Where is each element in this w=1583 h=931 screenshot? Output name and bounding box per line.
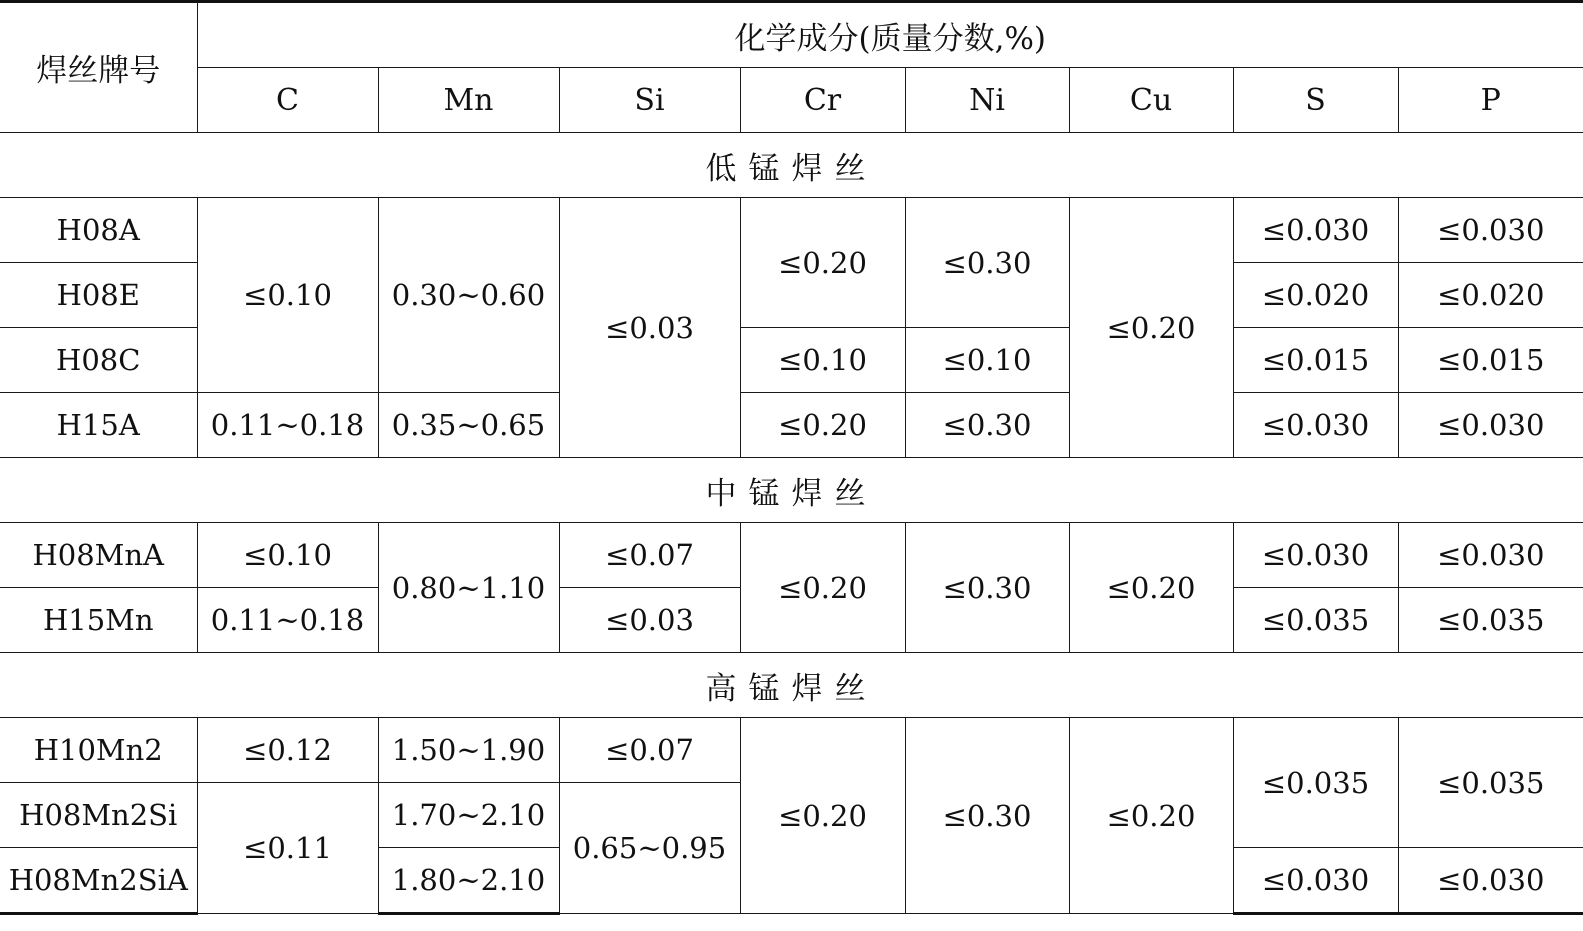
s-cell: ≤0.030 (1233, 848, 1398, 914)
s-cell: ≤0.035 (1233, 588, 1398, 653)
header-row (0, 2, 1583, 68)
si-cell: ≤0.03 (559, 198, 740, 458)
ni-cell: ≤0.10 (905, 328, 1069, 393)
grade-cell: H15Mn (0, 588, 197, 653)
s-cell: ≤0.020 (1233, 263, 1398, 328)
c-cell: 0.11~0.18 (197, 393, 378, 458)
cr-cell: ≤0.20 (740, 718, 905, 914)
grade-cell: H08MnA (0, 523, 197, 588)
table-row (0, 523, 1583, 588)
ni-cell: ≤0.30 (905, 198, 1069, 328)
p-cell: ≤0.030 (1398, 198, 1583, 263)
s-cell: ≤0.035 (1233, 718, 1398, 848)
section-title-high-mn: 高锰焊丝 (0, 653, 1583, 718)
grade-cell: H08C (0, 328, 197, 393)
table-row (0, 718, 1583, 783)
cr-cell: ≤0.20 (740, 523, 905, 653)
cr-cell: ≤0.20 (740, 198, 905, 328)
ni-cell: ≤0.30 (905, 718, 1069, 914)
mn-cell: 0.35~0.65 (378, 393, 559, 458)
si-cell: ≤0.07 (559, 523, 740, 588)
cr-cell: ≤0.20 (740, 393, 905, 458)
element-header-c: C (197, 68, 378, 133)
s-cell: ≤0.030 (1233, 523, 1398, 588)
section-row-high-mn (0, 653, 1583, 718)
c-cell: ≤0.10 (197, 523, 378, 588)
ni-cell: ≤0.30 (905, 523, 1069, 653)
element-header-ni: Ni (905, 68, 1069, 133)
ni-cell: ≤0.30 (905, 393, 1069, 458)
p-cell: ≤0.030 (1398, 393, 1583, 458)
cr-cell: ≤0.10 (740, 328, 905, 393)
grade-cell: H08E (0, 263, 197, 328)
s-cell: ≤0.030 (1233, 198, 1398, 263)
grade-cell: H10Mn2 (0, 718, 197, 783)
table-row (0, 393, 1583, 458)
p-cell: ≤0.015 (1398, 328, 1583, 393)
p-cell: ≤0.035 (1398, 718, 1583, 848)
mn-cell: 1.80~2.10 (378, 848, 559, 914)
section-title-mid-mn: 中锰焊丝 (0, 458, 1583, 523)
element-header-si: Si (559, 68, 740, 133)
c-cell: ≤0.12 (197, 718, 378, 783)
si-cell: ≤0.03 (559, 588, 740, 653)
section-row-mid-mn (0, 458, 1583, 523)
section-title-low-mn: 低锰焊丝 (0, 133, 1583, 198)
element-header-cu: Cu (1069, 68, 1233, 133)
mn-cell: 0.30~0.60 (378, 198, 559, 393)
c-cell: 0.11~0.18 (197, 588, 378, 653)
si-cell: 0.65~0.95 (559, 783, 740, 914)
s-cell: ≤0.030 (1233, 393, 1398, 458)
cu-cell: ≤0.20 (1069, 523, 1233, 653)
mn-cell: 0.80~1.10 (378, 523, 559, 653)
cu-cell: ≤0.20 (1069, 198, 1233, 458)
grade-cell: H15A (0, 393, 197, 458)
cu-cell: ≤0.20 (1069, 718, 1233, 914)
element-header-row (0, 68, 1583, 133)
grade-cell: H08Mn2SiA (0, 848, 197, 914)
p-cell: ≤0.020 (1398, 263, 1583, 328)
element-header-cr: Cr (740, 68, 905, 133)
mn-cell: 1.50~1.90 (378, 718, 559, 783)
c-cell: ≤0.11 (197, 783, 378, 914)
p-cell: ≤0.030 (1398, 523, 1583, 588)
element-header-s: S (1233, 68, 1398, 133)
si-cell: ≤0.07 (559, 718, 740, 783)
element-header-mn: Mn (378, 68, 559, 133)
element-header-p: P (1398, 68, 1583, 133)
table-row (0, 198, 1583, 263)
c-cell: ≤0.10 (197, 198, 378, 393)
s-cell: ≤0.015 (1233, 328, 1398, 393)
grade-header: 焊丝牌号 (0, 2, 197, 133)
p-cell: ≤0.035 (1398, 588, 1583, 653)
mn-cell: 1.70~2.10 (378, 783, 559, 848)
grade-cell: H08Mn2Si (0, 783, 197, 848)
section-row-low-mn (0, 133, 1583, 198)
composition-header: 化学成分(质量分数,%) (197, 2, 1583, 68)
grade-cell: H08A (0, 198, 197, 263)
p-cell: ≤0.030 (1398, 848, 1583, 914)
